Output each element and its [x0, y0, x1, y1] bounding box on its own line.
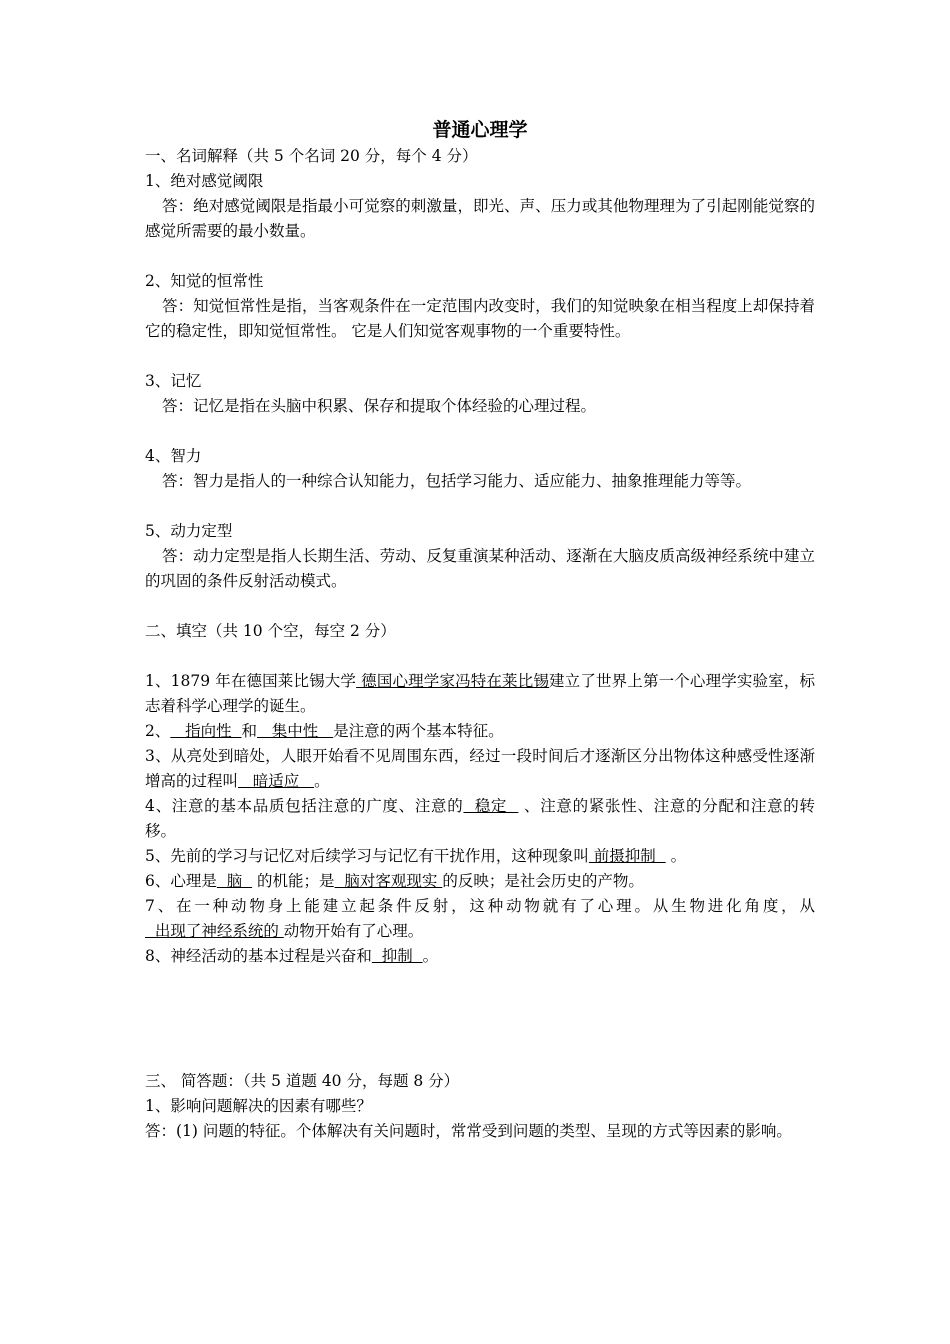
answer-4: 答：智力是指人的一种综合认知能力，包括学习能力、适应能力、抽象推理能力等等。 — [162, 472, 752, 490]
answer-blank: 指向性 — [170, 722, 242, 740]
document-title: 普通心理学 — [432, 119, 528, 141]
answer-blank: 抑制 — [371, 947, 423, 965]
answer-blank: 稳定 — [463, 797, 519, 815]
fill-question-3: 3、从亮处到暗处，人眼开始看不见周围东西，经过一段时间后才逐渐区分出物体这种感受性逐渐增高的过程叫 暗适应 。 — [145, 747, 815, 790]
fill-question-4: 4、注意的基本品质包括注意的广度、注意的 稳定 、注意的紧张性、注意的分配和注意的转移。 — [145, 797, 815, 840]
answer-2: 答：知觉恒常性是指，当客观条件在一定范围内改变时，我们的知觉映象在相当程度上却保持着它的稳定性，即知觉恒常性。 它是人们知觉客观事物的一个重要特性。 — [145, 297, 815, 340]
answer-blank: 暗适应 — [238, 772, 315, 790]
document-page — [145, 118, 815, 1144]
answer-3: 答：记忆是指在头脑中积累、保存和提取个体经验的心理过程。 — [162, 397, 597, 415]
answer-blank: 出现了神经系统的 — [145, 922, 284, 940]
answer-blank: 集中性 — [257, 722, 334, 740]
short-answer-1: 答：(1) 问题的特征。个体解决有关问题时，常常受到问题的类型、呈现的方式等因素的影响。 — [145, 1122, 792, 1140]
short-question-1: 1、影响问题解决的因素有哪些？ — [145, 1097, 372, 1115]
fill-question-1: 1、1879 年在德国莱比锡大学 德国心理学家冯特在莱比锡建立了世界上第一个心理学实验室，标志着科学心理学的诞生。 — [145, 672, 815, 715]
term-1: 1、绝对感觉阈限 — [145, 172, 264, 190]
answer-5: 答：动力定型是指人长期生活、劳动、反复重演某种活动、逐渐在大脑皮质高级神经系统中建立的巩固的条件反射活动模式。 — [145, 547, 815, 590]
answer-blank: 德国心理学家冯特在莱比锡 — [356, 672, 550, 690]
fill-question-6: 6、心理是 脑 的机能；是 脑对客观现实 的反映；是社会历史的产物。 — [145, 872, 644, 890]
fill-question-5: 5、先前的学习与记忆对后续学习与记忆有干扰作用，这种现象叫 前摄抑制 。 — [145, 847, 687, 865]
section2-header: 二、填空（共 10 个空，每空 2 分） — [145, 622, 396, 640]
term-4: 4、智力 — [145, 447, 202, 465]
section1-header: 一、名词解释（共 5 个名词 20 分，每个 4 分） — [145, 147, 478, 165]
answer-1: 答：绝对感觉阈限是指最小可觉察的刺激量，即光、声、压力或其他物理理为了引起刚能觉察的感觉所需要的最小数量。 — [145, 197, 815, 240]
answer-blank: 脑对客观现实 — [334, 872, 443, 890]
term-3: 3、记忆 — [145, 372, 202, 390]
section3-header: 三、 简答题：（共 5 道题 40 分，每题 8 分） — [145, 1072, 460, 1090]
fill-question-8: 8、神经活动的基本过程是兴奋和 抑制 。 — [145, 947, 439, 965]
fill-question-7: 7、在一种动物身上能建立起条件反射，这种动物就有了心理。从生物进化角度，从 出现了神经系统的 动物开始有了心理。 — [145, 897, 815, 940]
term-2: 2、知觉的恒常性 — [145, 272, 264, 290]
answer-blank: 脑 — [216, 872, 253, 890]
answer-blank: 前摄抑制 — [588, 847, 666, 865]
term-5: 5、动力定型 — [145, 522, 233, 540]
fill-question-2: 2、 指向性 和 集中性 是注意的两个基本特征。 — [145, 722, 504, 740]
